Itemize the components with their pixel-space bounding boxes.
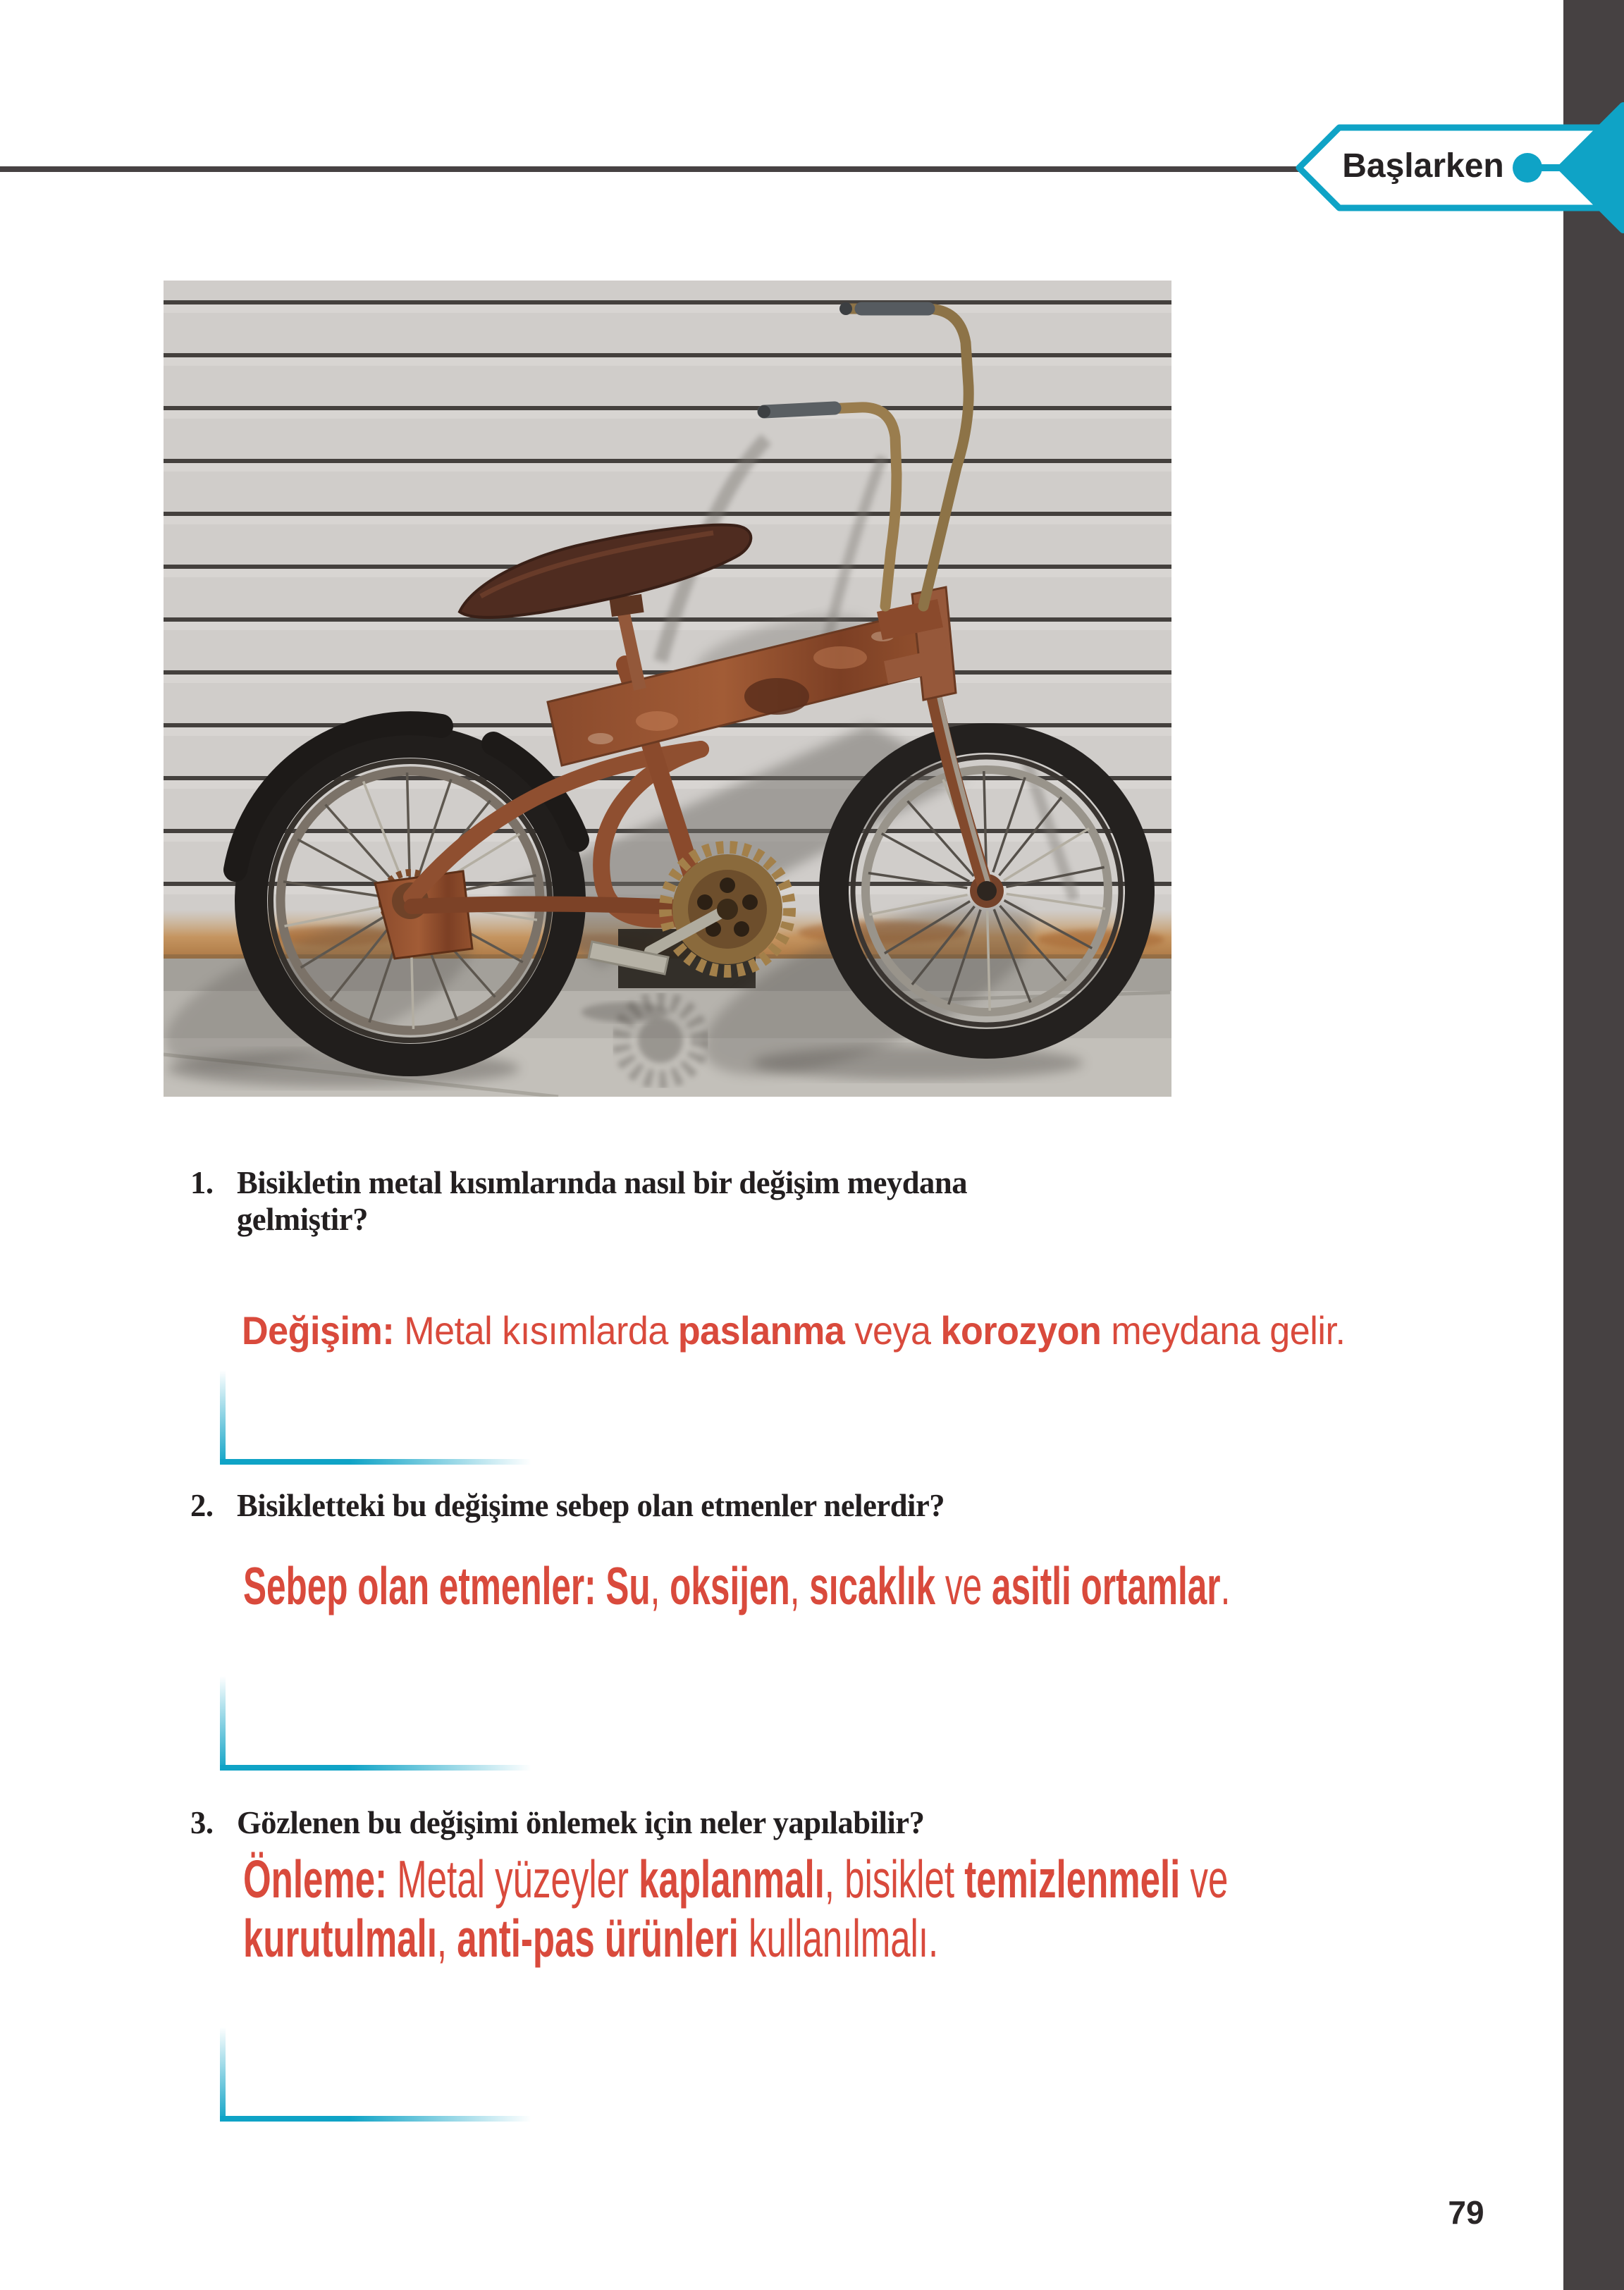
question-1	[190, 1164, 1146, 1238]
bracket-horizontal-line	[220, 1765, 544, 1771]
bicycle-photo	[164, 281, 1171, 1097]
answer-term: Önleme:	[243, 1849, 388, 1909]
bracket-vertical-line	[220, 1370, 226, 1465]
answer-line-2: kurutulmalı, anti-pas ürünleri kullanılmalı.	[243, 1909, 939, 1968]
answer-term: Sebep olan etmenler: Su	[243, 1556, 651, 1615]
bicycle-photo-graphic	[164, 281, 1171, 1097]
page-number: 79	[1448, 2194, 1484, 2231]
right-edge-bar	[1563, 0, 1624, 2290]
answer-3	[243, 1849, 1228, 1968]
question-number: 1.	[190, 1164, 214, 1200]
answer-1: Değişim: Metal kısımlarda paslanma veya korozyon meydana gelir.	[242, 1308, 1346, 1353]
question-number: 2.	[190, 1487, 214, 1523]
bracket-horizontal-line	[220, 2116, 544, 2122]
tab-dot-icon	[1513, 153, 1542, 183]
answer-line-1: Önleme: Metal yüzeyler kaplanmalı, bisiklet temizlenmeli ve	[243, 1849, 1229, 1909]
answer-area-bracket-2	[220, 1676, 544, 1771]
answer-2: Sebep olan etmenler: Su, oksijen, sıcaklık ve asitli ortamlar.	[243, 1556, 1231, 1615]
question-text: Bisikletteki bu değişime sebep olan etmenler nelerdir?	[236, 1487, 945, 1523]
bracket-vertical-line	[220, 2027, 226, 2122]
header-rule	[0, 166, 1300, 172]
handlebar-grip-near	[764, 408, 835, 412]
question-text: Gözlenen bu değişimi önlemek için neler yapılabilir?	[236, 1804, 925, 1840]
question-number: 3.	[190, 1804, 214, 1840]
bracket-horizontal-line	[220, 1459, 544, 1465]
question-text: Bisikletin metal kısımlarında nasıl bir değişim meydana	[236, 1164, 968, 1200]
question-2	[190, 1487, 1262, 1524]
question-3	[190, 1804, 1262, 1841]
answer-area-bracket-1	[220, 1370, 544, 1465]
question-text-line2: gelmiştir?	[236, 1201, 368, 1237]
tab-label: Başlarken	[1342, 147, 1504, 185]
bracket-vertical-line	[220, 1676, 226, 1771]
answer-area-bracket-3	[220, 2027, 544, 2122]
answer-term: Değişim:	[242, 1308, 395, 1353]
